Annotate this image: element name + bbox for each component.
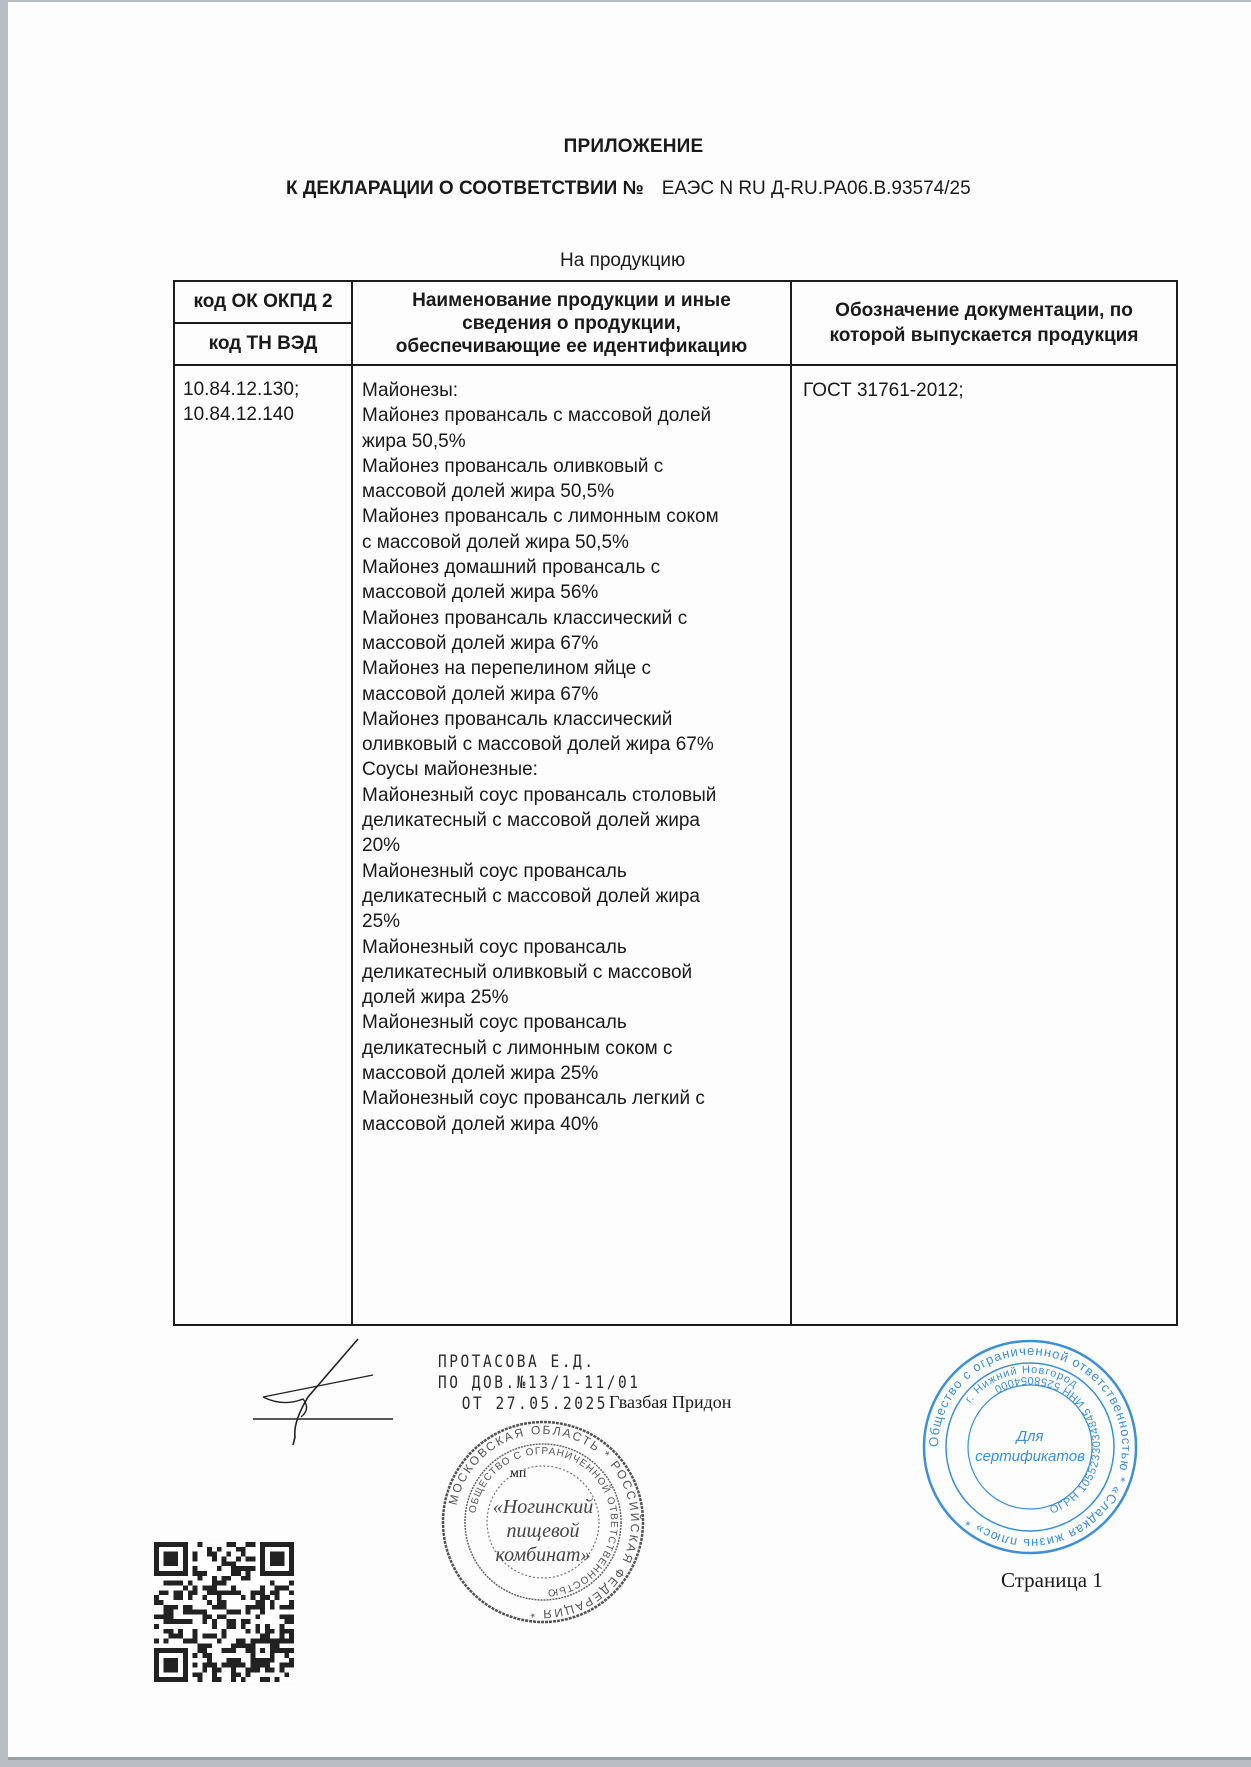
product-name-line: оливковый с массовой долей жира 67% xyxy=(362,734,714,756)
svg-text:пищевой: пищевой xyxy=(506,1520,580,1542)
table-row xyxy=(174,365,1177,1325)
document-subtitle xyxy=(286,178,971,200)
svg-text:ОБЩЕСТВО С ОГРАНИЧЕННОЙ ОТВЕТС: ОБЩЕСТВО С ОГРАНИЧЕННОЙ ОТВЕТСТВЕННОСТЬЮ xyxy=(467,1445,620,1599)
product-name-line: деликатесный с массовой долей жира xyxy=(362,885,700,907)
header-tnved: код ТН ВЭД xyxy=(174,323,352,365)
header-line: Наименование продукции и иные xyxy=(412,289,731,311)
svg-text:комбинат»: комбинат» xyxy=(495,1544,591,1566)
svg-text:Общество с ограниченной ответс: Общество с ограниченной ответственностью * «Сладкая жизнь плюс» * xyxy=(925,1342,1135,1552)
stamp-line: ПРОТАСОВА Е.Д. xyxy=(438,1352,596,1372)
svg-text:ОГРН 1055233034845 ИНН 525805: ОГРН 1055233034845 ИНН 5258054000 xyxy=(991,1373,1104,1517)
svg-text:г. Нижний Новгород: г. Нижний Новгород xyxy=(962,1363,1081,1406)
product-name-line: Майонез провансаль с лимонным соком xyxy=(362,506,719,528)
product-name-line: массовой долей жира 25% xyxy=(362,1063,599,1085)
header-product-name xyxy=(352,281,791,365)
svg-text:«Ногинский: «Ногинский xyxy=(492,1496,594,1518)
product-name-line: массовой долей жира 50,5% xyxy=(362,481,615,503)
signer-name: Гвазбая Придон xyxy=(609,1392,732,1412)
page-number: Страница 1 xyxy=(1001,1568,1103,1592)
document-page xyxy=(8,2,1251,1760)
product-name-line: деликатесный оливковый с массовой xyxy=(362,961,693,983)
cell-documentation: ГОСТ 31761-2012; xyxy=(791,365,1177,1325)
header-line: обеспечивающие ее идентификацию xyxy=(395,335,748,357)
product-name-line: Соусы майонезные: xyxy=(362,759,538,781)
header-line: которой выпускается продукция xyxy=(829,325,1139,346)
cell-product-names xyxy=(352,365,791,1325)
product-name-line: массовой долей жира 67% xyxy=(362,632,599,654)
header-line: сведения о продукции, xyxy=(462,312,681,334)
for-product-label: На продукцию xyxy=(560,250,686,271)
company-seal-icon xyxy=(438,1417,648,1627)
code-value: 10.84.12.140 xyxy=(183,403,294,425)
product-name-line: Майонез провансаль с массовой долей xyxy=(362,405,712,427)
cell-codes xyxy=(174,365,352,1325)
product-name-line: жира 50,5% xyxy=(362,430,466,452)
code-value: 10.84.12.130; xyxy=(183,379,300,400)
svg-text:МОСКОВСКАЯ ОБЛАСТЬ * РОССИЙСКА: МОСКОВСКАЯ ОБЛАСТЬ * РОССИЙСКАЯ ФЕДЕРАЦИЯ * xyxy=(445,1422,643,1622)
subtitle-prefix: К ДЕКЛАРАЦИИ О СООТВЕТСТВИИ № xyxy=(286,178,644,199)
product-name-line: Майонезы: xyxy=(362,380,459,401)
svg-text:Для: Для xyxy=(1016,1428,1044,1445)
product-name-line: Майонезный соус провансаль столовый xyxy=(362,784,717,806)
product-name-line: 25% xyxy=(362,911,401,933)
product-name-line: Майонез домашний провансаль с xyxy=(362,557,661,579)
product-name-line: массовой долей жира 67% xyxy=(362,683,599,705)
product-name-line: Майонезный соус провансаль легкий с xyxy=(362,1088,705,1110)
product-name-line: 20% xyxy=(362,835,401,857)
product-name-line: с массовой долей жира 50,5% xyxy=(362,531,629,553)
product-name-line: массовой долей жира 56% xyxy=(362,582,599,604)
svg-text:мп: мп xyxy=(510,1466,527,1481)
product-name-line: Майонезный соус провансаль xyxy=(362,936,627,958)
certification-seal-icon xyxy=(920,1337,1140,1557)
stamp-line: ОТ 27.05.2025 xyxy=(461,1394,609,1414)
header-line: Обозначение документации, по xyxy=(835,300,1133,321)
product-name-line: долей жира 25% xyxy=(362,987,509,1009)
signature-icon xyxy=(253,1337,403,1447)
product-name-line: массовой долей жира 40% xyxy=(362,1113,599,1135)
declaration-number: ЕАЭС N RU Д-RU.РА06.В.93574/25 xyxy=(661,178,971,199)
product-name-line: деликатесный с лимонным соком с xyxy=(362,1037,673,1059)
qr-code-icon xyxy=(154,1542,294,1682)
product-name-line: Майонез провансаль классический xyxy=(362,708,673,730)
stamp-line: ПО ДОВ.№13/1-11/01 xyxy=(438,1373,641,1393)
header-documentation xyxy=(791,281,1177,365)
product-name-line: Майонез провансаль классический с xyxy=(362,607,688,629)
header-okpd2: код ОК ОКПД 2 xyxy=(174,281,352,323)
svg-text:сертификатов: сертификатов xyxy=(975,1448,1085,1465)
product-name-line: Майонез провансаль оливковый с xyxy=(362,455,664,477)
product-name-line: Майонезный соус провансаль xyxy=(362,860,627,882)
product-table xyxy=(173,280,1178,1326)
product-name-line: Майонез на перепелином яйце с xyxy=(362,658,651,680)
document-title: ПРИЛОЖЕНИЕ xyxy=(563,136,704,157)
product-name-line: деликатесный с массовой долей жира xyxy=(362,810,700,832)
product-name-line: Майонезный соус провансаль xyxy=(362,1012,627,1034)
